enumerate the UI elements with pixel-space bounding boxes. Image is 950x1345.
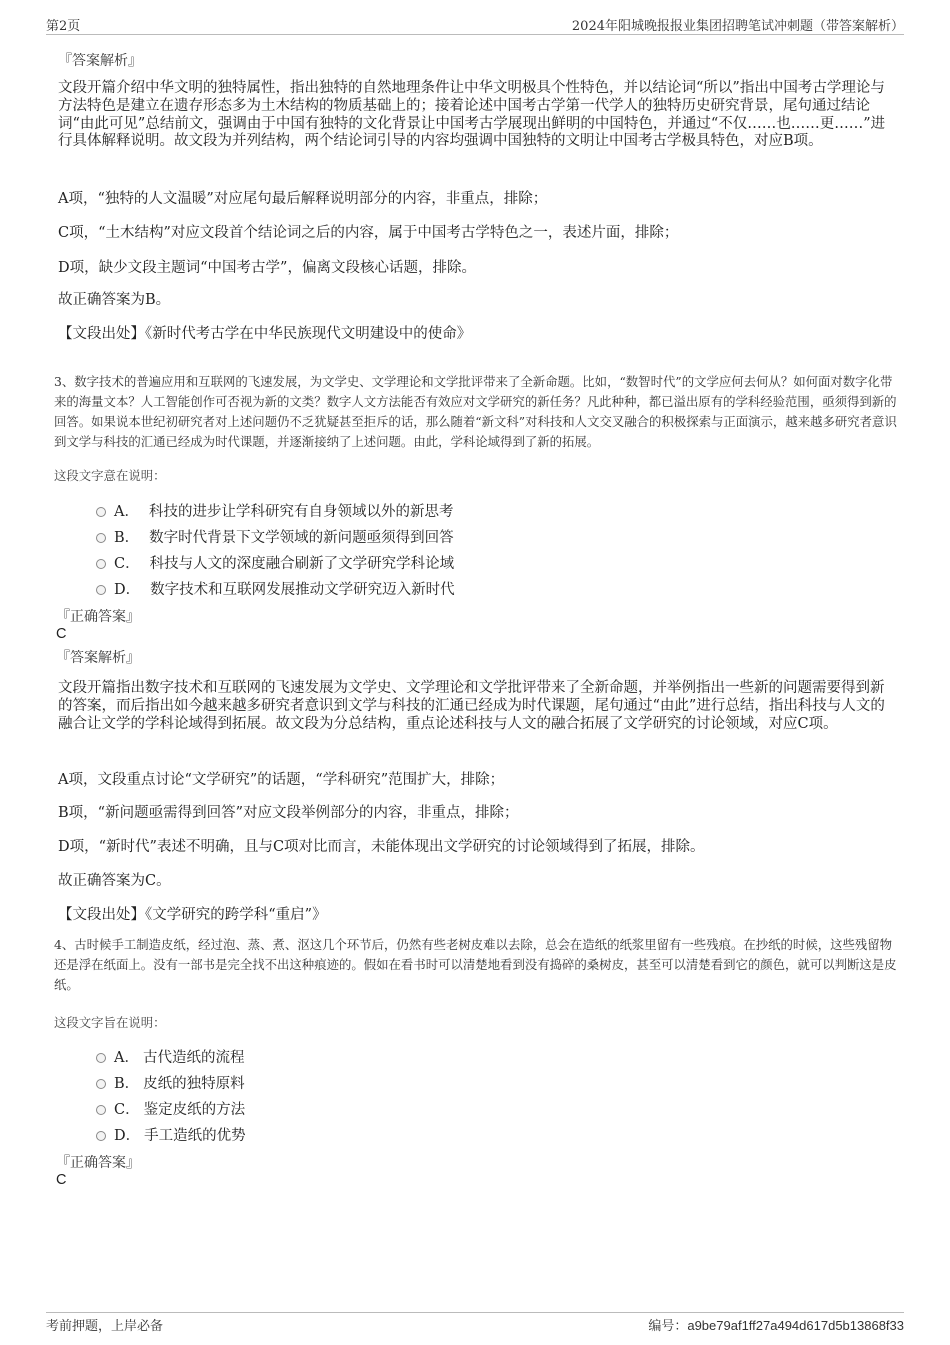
analysis-note-d: D项，缺少文段主题词“中国考古学”，偏离文段核心话题，排除。	[58, 260, 476, 276]
option-text: 皮纸的独特原料	[143, 1076, 245, 1092]
question-3-stem: 3、数字技术的普遍应用和互联网的飞速发展，为文学史、文学理论和文学批评带来了全新命题。比如，“数智时代”的文学应何去何从？如何面对数字化带来的海量文本？人工智能创作可否视为新的文类？数字人文方法能否有效应对文学研究的新任务？凡此种种，都已溢出原有的学科经验范围，亟须得到新的回答。如果说本世纪初研究者对上述问题仍不乏犹疑甚至拒斥的话，那么随着“新文科”对科技和人文交叉融合的积极探索与正面演示，越来越多研究者意识到文学与科技的汇通已经成为时代课题，并逐渐接纳了上述问题。由此，学科论域得到了新的拓展。	[54, 374, 897, 449]
analysis-conclusion: 故正确答案为B。	[58, 292, 171, 308]
source-citation: 【文段出处】《文学研究的跨学科“重启”》	[58, 907, 327, 923]
radio-icon[interactable]	[96, 559, 106, 569]
question-4-prompt: 这段文字旨在说明：	[54, 1015, 166, 1030]
radio-icon[interactable]	[96, 585, 106, 595]
correct-answer: C	[56, 1172, 67, 1188]
document-title: 2024年阳城晚报报业集团招聘笔试冲刺题（带答案解析）	[571, 19, 904, 34]
option-letter: A．	[114, 1050, 139, 1066]
analysis-note-c: C项，“土木结构”对应文段首个结论词之后的内容，属于中国考古学特色之一，表述片面，排除；	[58, 225, 679, 241]
analysis-paragraph: 文段开篇指出数字技术和互联网的飞速发展为文学史、文学理论和文学批评带来了全新命题，并举例指出一些新的问题需要得到新的答案，而后指出如今越来越多研究者意识到文学与科技的汇通已经成为时代课题，尾句通过“由此”进行总结，指出科技与人文的融合让文学的学科论域得到拓展。故文段为分总结构，重点论述科技与人文的融合拓展了文学研究的讨论领域，对应C项。	[58, 680, 885, 732]
footer-slogan: 考前押题，上岸必备	[46, 1319, 164, 1334]
correct-answer: C	[56, 626, 67, 642]
radio-icon[interactable]	[96, 1053, 106, 1063]
question-3-option-a[interactable]	[96, 500, 453, 521]
option-text: 数字时代背景下文学领域的新问题亟须得到回答	[149, 530, 454, 546]
option-text: 手工造纸的优势	[144, 1128, 246, 1144]
analysis-heading: 『答案解析』	[58, 53, 142, 69]
source-citation: 【文段出处】《新时代考古学在中华民族现代文明建设中的使命》	[58, 326, 472, 342]
analysis-note-a: A项，文段重点讨论“文学研究”的话题，“学科研究”范围扩大，排除；	[58, 772, 505, 788]
page-number: 第2页	[46, 19, 81, 34]
document-code	[648, 1315, 904, 1334]
radio-icon[interactable]	[96, 1105, 106, 1115]
option-letter: D．	[114, 582, 141, 598]
analysis-conclusion: 故正确答案为C。	[58, 873, 171, 889]
question-4-option-a[interactable]	[96, 1046, 244, 1067]
code-label: 编号：	[648, 1319, 688, 1334]
question-4-stem: 4、古时候手工制造皮纸，经过泡、蒸、煮、沤这几个环节后，仍然有些老树皮难以去除，总会在造纸的纸浆里留有一些残痕。在抄纸的时候，这些残留物还是浮在纸面上。没有一部书是完全找不出这种痕迹的。假如在看书时可以清楚地看到没有捣碎的桑树皮，甚至可以清楚看到它的颜色，就可以判断这是皮纸。	[54, 937, 897, 992]
code-value: a9be79af1ff27a494d617d5b13868f33	[687, 1318, 904, 1333]
correct-answer-heading: 『正确答案』	[56, 1155, 140, 1171]
option-letter: B．	[114, 1076, 140, 1092]
option-text: 科技的进步让学科研究有自身领域以外的新思考	[148, 504, 454, 520]
option-letter: A．	[114, 504, 139, 520]
question-3-prompt: 这段文字意在说明：	[54, 468, 166, 483]
option-letter: D．	[114, 1128, 141, 1144]
option-letter: C．	[114, 1102, 140, 1118]
correct-answer-heading: 『正确答案』	[56, 609, 140, 625]
option-letter: C．	[114, 556, 140, 572]
radio-icon[interactable]	[96, 1079, 106, 1089]
page-header	[46, 14, 904, 35]
question-3-option-b[interactable]	[96, 526, 454, 547]
question-4-option-d[interactable]	[96, 1124, 246, 1145]
question-4-option-c[interactable]	[96, 1098, 245, 1119]
page-footer	[46, 1312, 904, 1333]
option-text: 古代造纸的流程	[142, 1050, 245, 1066]
radio-icon[interactable]	[96, 507, 106, 517]
option-text: 科技与人文的深度融合刷新了文学研究学科论域	[149, 556, 455, 572]
analysis-note-b: B项，“新问题亟需得到回答”对应文段举例部分的内容，非重点，排除；	[58, 805, 519, 821]
question-4-option-b[interactable]	[96, 1072, 245, 1093]
radio-icon[interactable]	[96, 533, 106, 543]
question-3-option-c[interactable]	[96, 552, 454, 573]
analysis-note-d: D项，“新时代”表述不明确，且与C项对比而言，未能体现出文学研究的讨论领域得到了拓展，排除。	[58, 839, 705, 855]
analysis-note-a: A项，“独特的人文温暖”对应尾句最后解释说明部分的内容，非重点，排除；	[58, 191, 548, 207]
question-3-option-d[interactable]	[96, 578, 455, 599]
radio-icon[interactable]	[96, 1131, 106, 1141]
option-letter: B．	[114, 530, 140, 546]
option-text: 数字技术和互联网发展推动文学研究迈入新时代	[150, 582, 455, 598]
analysis-paragraph: 文段开篇介绍中华文明的独特属性，指出独特的自然地理条件让中华文明极具个性特色，并以结论词“所以”指出中国考古学理论与方法特色是建立在遗存形态多为土木结构的物质基础上的；接着论述中国考古学第一代学人的独特历史研究背景，尾句通过结论词“由此可见”总结前文，强调由于中国有独特的文化背景让中国考古学展现出鲜明的中国特色，并通过“不仅……也……更……”进行具体解释说明。故文段为并列结构，两个结论词引导的内容均强调中国独特的文明让中国考古学极具特色，对应B项。	[58, 80, 886, 150]
analysis-heading: 『答案解析』	[56, 650, 140, 666]
option-text: 鉴定皮纸的方法	[143, 1102, 246, 1118]
